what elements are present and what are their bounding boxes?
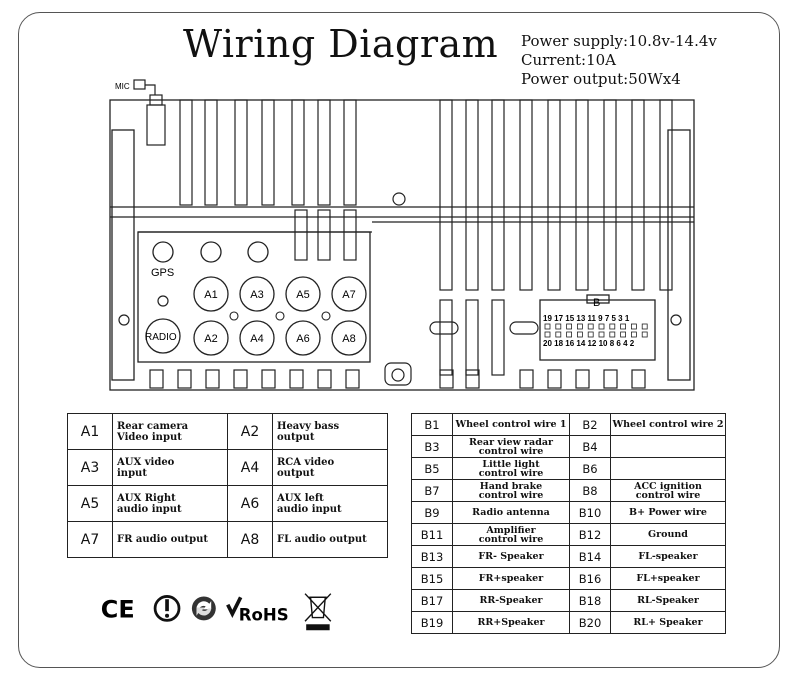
b-pin-code: B15 [412, 568, 453, 590]
heat-sink-fin [318, 100, 330, 205]
a-port-label: A7 [342, 289, 356, 301]
heat-sink-fin [466, 300, 478, 375]
b-pin-description: Rear view radar control wire [453, 436, 570, 458]
heat-sink-fin [292, 100, 304, 205]
b-table-row [412, 590, 726, 612]
a-pin-description: FR audio output [113, 522, 228, 558]
spec-power-output: Power output:50Wx4 [521, 70, 681, 88]
a-table-row [68, 414, 388, 450]
mounting-tab [206, 370, 219, 388]
heat-sink-fin [344, 100, 356, 205]
b-pin-code: B6 [570, 458, 611, 480]
a-pin-code: A3 [68, 450, 113, 486]
a-pin-code: A8 [228, 522, 273, 558]
b-table-row [412, 480, 726, 502]
b-pin-code: B10 [570, 502, 611, 524]
a-port-label: A8 [342, 333, 356, 345]
b-pin-description: Little light control wire [453, 458, 570, 480]
b-pin-description: Wheel control wire 2 [611, 414, 726, 436]
mounting-tab [548, 370, 561, 388]
heat-sink-fin [660, 100, 672, 290]
heat-sink-fin [235, 100, 247, 205]
b-pin-code: B20 [570, 612, 611, 634]
b-pin-description: Radio antenna [453, 502, 570, 524]
mic-connector [134, 80, 165, 145]
b-pin-description: Wheel control wire 1 [453, 414, 570, 436]
a-port-label: A2 [204, 333, 218, 345]
a-pin-code: A2 [228, 414, 273, 450]
warning-icon [155, 596, 179, 620]
b-pin-socket [577, 324, 582, 329]
b-pin-socket [545, 332, 550, 337]
mic-label: MIC [115, 82, 130, 91]
blank-port-1 [201, 242, 221, 262]
a-pin-table [67, 413, 388, 558]
a-pin-description: Rear camera Video input [113, 414, 228, 450]
gps-port [153, 242, 173, 262]
b-pins-even: 20 18 16 14 12 10 8 6 4 2 [543, 339, 635, 348]
b-pin-code: B18 [570, 590, 611, 612]
spec-current: Current:10A [521, 51, 617, 69]
b-pin-socket [577, 332, 582, 337]
heat-sink-fin [440, 100, 452, 290]
mounting-tab [150, 370, 163, 388]
radio-label: RADIO [145, 332, 177, 343]
screw-hole-right [671, 315, 681, 325]
a-pin-description: Heavy bass output [273, 414, 388, 450]
a-pin-description: AUX Right audio input [113, 486, 228, 522]
a-port-label: A6 [296, 333, 310, 345]
gps-label: GPS [151, 267, 175, 279]
mounting-tab [466, 370, 479, 388]
b-pin-code: B16 [570, 568, 611, 590]
b-pin-description [611, 458, 726, 480]
spec-power-supply: Power supply:10.8v-14.4v [521, 32, 717, 50]
mounting-tab [440, 370, 453, 388]
b-pin-description: RR-Speaker [453, 590, 570, 612]
compliance-logos [90, 590, 360, 636]
a-pin-description: AUX left audio input [273, 486, 388, 522]
b-pin-socket [631, 332, 636, 337]
b-table-row [412, 436, 726, 458]
mounting-tab [318, 370, 331, 388]
b-table-row [412, 502, 726, 524]
b-pin-code: B8 [570, 480, 611, 502]
b-pin-description: ACC ignition control wire [611, 480, 726, 502]
a-port-label: A3 [250, 289, 264, 301]
b-table-row [412, 568, 726, 590]
b-pin-description: RL+ Speaker [611, 612, 726, 634]
mounting-tab [520, 370, 533, 388]
b-pin-socket [567, 324, 572, 329]
mounting-tab [604, 370, 617, 388]
b-pins-odd: 19 17 15 13 11 9 7 5 3 1 [543, 314, 630, 323]
b-table-row [412, 546, 726, 568]
heat-sink-fin [440, 300, 452, 375]
a-port-label: A1 [204, 289, 218, 301]
b-pin-code: B9 [412, 502, 453, 524]
b-pin-socket [545, 324, 550, 329]
b-pin-code: B17 [412, 590, 453, 612]
b-pin-socket [631, 324, 636, 329]
b-pin-description: RL-Speaker [611, 590, 726, 612]
rohs-label: RoHS [238, 605, 289, 625]
recycle-icon [192, 596, 216, 620]
heat-sink-fin [205, 100, 217, 205]
slot-left [430, 322, 458, 334]
b-pin-description: Amplifier control wire [453, 524, 570, 546]
heat-sink-fin [466, 100, 478, 290]
screw-hole-left [119, 315, 129, 325]
b-pin-code: B13 [412, 546, 453, 568]
b-pin-description: B+ Power wire [611, 502, 726, 524]
heat-sink-fin [520, 100, 532, 290]
a-pin-code: A5 [68, 486, 113, 522]
ce-mark-icon: CE [100, 595, 135, 624]
b-pin-socket [599, 332, 604, 337]
b-pin-code: B11 [412, 524, 453, 546]
b-pin-code: B7 [412, 480, 453, 502]
a-pin-code: A7 [68, 522, 113, 558]
mounting-tab [234, 370, 247, 388]
a-pin-code: A4 [228, 450, 273, 486]
heat-sink-fin [576, 100, 588, 290]
b-pin-code: B2 [570, 414, 611, 436]
rohs-logo-icon [228, 597, 289, 624]
b-pin-socket [610, 332, 615, 337]
screw-hole-top [393, 193, 405, 205]
heat-sink-fin [180, 100, 192, 205]
b-pin-socket [621, 324, 626, 329]
b-pin-description [611, 436, 726, 458]
heat-sink-fin [632, 100, 644, 290]
b-pin-socket [567, 332, 572, 337]
b-pin-description: FL-speaker [611, 546, 726, 568]
heat-sink-fin [492, 100, 504, 290]
screw-hole-bottom [392, 369, 404, 381]
mounting-tab [262, 370, 275, 388]
b-pin-code: B19 [412, 612, 453, 634]
b-pin-code: B12 [570, 524, 611, 546]
mounting-tab [290, 370, 303, 388]
b-pin-table [411, 413, 726, 634]
a-pin-code: A6 [228, 486, 273, 522]
b-pin-socket [610, 324, 615, 329]
slot-right [510, 322, 538, 334]
b-table-row [412, 414, 726, 436]
b-table-row [412, 612, 726, 634]
b-table-row [412, 524, 726, 546]
b-pin-socket [556, 324, 561, 329]
b-pin-code: B14 [570, 546, 611, 568]
heat-sink-fin [262, 100, 274, 205]
heat-sink-fin [604, 100, 616, 290]
b-pin-socket [556, 332, 561, 337]
b-pin-code: B5 [412, 458, 453, 480]
a-pin-code: A1 [68, 414, 113, 450]
mounting-tab [178, 370, 191, 388]
b-connector [540, 300, 655, 360]
a-table-row [68, 450, 388, 486]
a-table-row [68, 486, 388, 522]
a-pin-description: FL audio output [273, 522, 388, 558]
b-pin-description: FR+speaker [453, 568, 570, 590]
weee-bin-icon [305, 594, 331, 630]
mounting-tab [576, 370, 589, 388]
a-port-label: A4 [250, 333, 264, 345]
a-table-row [68, 522, 388, 558]
mounting-tab [346, 370, 359, 388]
heat-sink-fin [548, 100, 560, 290]
heat-sink-fin [492, 300, 504, 375]
b-pin-socket [621, 332, 626, 337]
b-pin-description: Hand brake control wire [453, 480, 570, 502]
a-pin-description: AUX video input [113, 450, 228, 486]
b-pin-socket [642, 332, 647, 337]
b-table-row [412, 458, 726, 480]
b-pin-description: RR+Speaker [453, 612, 570, 634]
a-ports [194, 277, 366, 355]
b-pin-socket [588, 324, 593, 329]
blank-port-2 [248, 242, 268, 262]
mounting-tab [632, 370, 645, 388]
a-port-label: A5 [296, 289, 310, 301]
b-pin-description: FR- Speaker [453, 546, 570, 568]
b-pin-code: B1 [412, 414, 453, 436]
a-pin-description: RCA video output [273, 450, 388, 486]
b-pin-description: Ground [611, 524, 726, 546]
b-pin-code: B4 [570, 436, 611, 458]
b-connector-label: B [593, 297, 601, 309]
b-pin-code: B3 [412, 436, 453, 458]
b-pin-socket [588, 332, 593, 337]
diagram-title: Wiring Diagram [183, 22, 499, 66]
b-pin-socket [599, 324, 604, 329]
b-pin-grid [545, 324, 647, 337]
b-pin-socket [642, 324, 647, 329]
b-pin-description: FL+speaker [611, 568, 726, 590]
